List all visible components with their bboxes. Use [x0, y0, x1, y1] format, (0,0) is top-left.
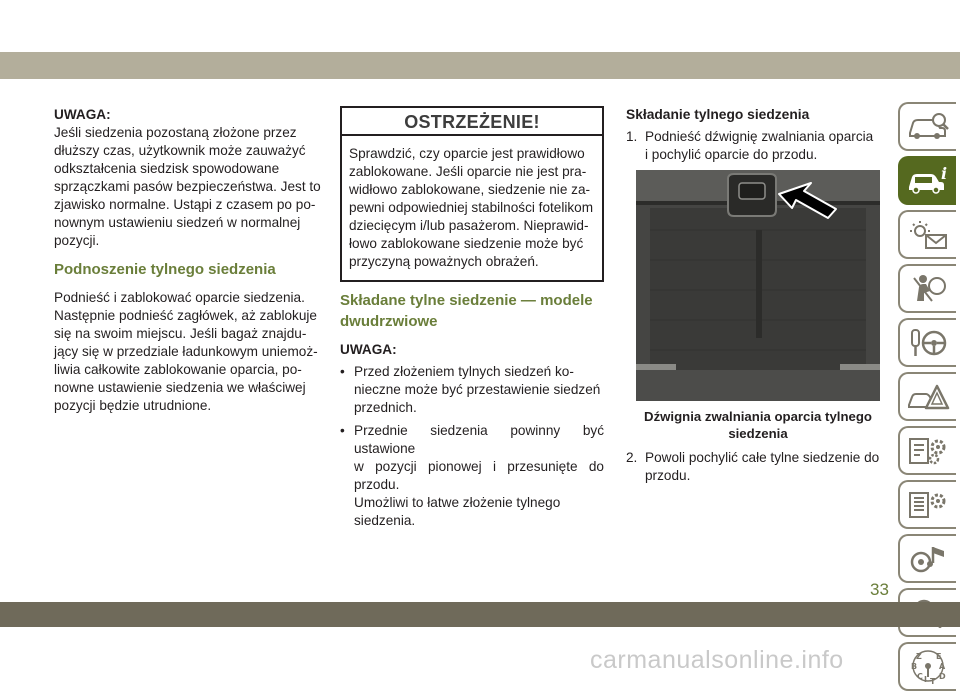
body-line: liwia całkowite zablokowanie oparcia, po-	[54, 362, 302, 377]
index-letter: T	[930, 676, 936, 686]
specifications-gear-icon	[906, 489, 950, 521]
multimedia-icon	[906, 543, 950, 575]
warning-line: łowo zablokowane siedzenie może być	[349, 236, 584, 251]
warning-line: Sprawdzić, czy oparcie jest prawidłowo	[349, 146, 585, 161]
bullet-item	[340, 422, 604, 530]
page-number: 33	[870, 580, 889, 599]
body-line: Podnieść i zablokować oparcie siedzenia.	[54, 290, 305, 305]
watermark: carmanualsonline.info	[590, 646, 844, 674]
index-letter: I	[924, 674, 927, 684]
roadside-emergency-icon	[906, 381, 950, 413]
photo-caption	[636, 408, 880, 442]
bullet-line: w pozycji pionowej i przesunięte do przodu.	[354, 459, 604, 492]
svg-text:i: i	[941, 163, 948, 183]
warning-line: widłowo zablokowane, siedzenie nie za-	[349, 182, 591, 197]
warning-text	[342, 136, 602, 280]
body-line: się na swoim miejscu. Jeśli bagaż znajdu-	[54, 326, 307, 341]
bullet-line: siedzenia.	[354, 513, 416, 528]
note-line: nownym ustawieniu siedzeń w normalnej	[54, 215, 301, 230]
heading-line: dwudrzwiowe	[340, 313, 438, 330]
tab-warning-lights[interactable]	[898, 210, 956, 259]
caption-line: Dźwignia zwalniania oparcia tylnego	[644, 409, 872, 424]
note-line: zjawisko normalne. Ustąpi z czasem po po-	[54, 197, 316, 212]
note-line: odkształcenia siedzisk spowodowane	[54, 161, 280, 176]
tab-starting-operating[interactable]	[898, 318, 956, 367]
warning-line: zablokowane. Jeśli oparcie nie jest pra-	[349, 164, 587, 179]
warning-title: OSTRZEŻENIE!	[342, 108, 602, 136]
warning-line: przyczyną poważnych obrażeń.	[349, 254, 539, 269]
warning-line: pewni odpowiedniej stabilności fotelikom	[349, 200, 594, 215]
index-letter: B	[911, 661, 918, 671]
alphabetical-index-icon	[906, 649, 950, 685]
index-letter: D	[939, 671, 946, 681]
step-item	[626, 449, 890, 485]
tab-specifications[interactable]	[898, 480, 956, 529]
bullet-line: Umożliwi to łatwe złożenie tylnego	[354, 495, 561, 510]
bullet-line: nieczne może być przestawienie siedzeń	[354, 382, 601, 397]
middle-column	[340, 106, 604, 530]
body-line: nowne ustawienie siedzenia we właściwej	[54, 380, 306, 395]
bottom-band	[0, 602, 960, 627]
step-line: i pochylić oparcie do przodu.	[645, 147, 818, 162]
bullet-marker: •	[340, 423, 345, 438]
warning-box	[340, 106, 604, 282]
note-line: sprzączkami pasów bezpieczeństwa. Jest to	[54, 179, 321, 194]
seat-photo-illustration	[636, 170, 880, 401]
step-number: 1.	[626, 129, 638, 144]
tab-multimedia[interactable]	[898, 534, 956, 583]
service-maintenance-icon	[906, 435, 950, 467]
tab-airbag-safety[interactable]	[898, 264, 956, 313]
car-inspection-icon	[906, 111, 950, 143]
car-info-icon	[906, 165, 950, 197]
bullet-text	[354, 363, 604, 417]
section-heading: Podnoszenie tylnego siedzenia	[54, 261, 276, 278]
seat-release-lever-photo	[636, 170, 880, 401]
section-heading: Składanie tylnego siedzenia	[626, 107, 810, 122]
right-column	[626, 106, 890, 485]
tab-service-maintenance[interactable]	[898, 426, 956, 475]
note-text	[54, 124, 322, 250]
airbag-safety-icon	[906, 273, 950, 305]
note-line: pozycji.	[54, 233, 100, 248]
bullet-line: Przed złożeniem tylnych siedzeń ko-	[354, 364, 574, 379]
note-label: UWAGA:	[340, 342, 397, 357]
tab-index[interactable]	[898, 642, 956, 691]
caption-line: siedzenia	[728, 426, 788, 441]
step-line: przodu.	[645, 468, 691, 483]
left-column	[54, 106, 322, 415]
body-line: jący się w przedziale ładunkowym uniemoż-	[54, 344, 318, 359]
index-letter: Z	[916, 651, 922, 661]
step-line: Powoli pochylić całe tylne siedzenie do	[645, 450, 880, 465]
step-number: 2.	[626, 450, 638, 465]
index-letter: E	[936, 651, 942, 661]
bullet-line: Przednie siedzenia powinny być ustawione	[354, 423, 604, 456]
step-text	[645, 449, 890, 485]
note-line: Jeśli siedzenia pozostaną złożone przez	[54, 125, 297, 140]
step-line: Podnieść dźwignię zwalniania oparcia	[645, 129, 874, 144]
heading-line: Składane tylne siedzenie — modele	[340, 292, 593, 309]
tab-car-info[interactable]	[898, 156, 956, 205]
bullet-marker: •	[340, 364, 345, 379]
body-text	[54, 289, 322, 415]
warning-lights-messages-icon	[906, 219, 950, 251]
step-text	[645, 128, 890, 164]
body-line: pozycji będzie utrudnione.	[54, 398, 212, 413]
section-heading	[340, 290, 604, 332]
note-line: dłuższy czas, użytkownik może zauważyć	[54, 143, 306, 158]
tab-emergency[interactable]	[898, 372, 956, 421]
index-letter: C	[917, 671, 923, 681]
index-letter: A	[939, 661, 946, 671]
bullet-item	[340, 363, 604, 417]
warning-line: dziecięcym i/lub pasażerom. Nieprawid-	[349, 218, 589, 233]
bullet-line: przednich.	[354, 400, 417, 415]
body-line: Następnie podnieść zagłówek, aż zablokuje	[54, 308, 317, 323]
top-band	[0, 52, 960, 79]
note-label: UWAGA:	[54, 107, 111, 122]
key-steering-wheel-icon	[906, 327, 950, 359]
tab-car-inspection[interactable]	[898, 102, 956, 151]
bullet-text	[354, 422, 604, 530]
step-item	[626, 128, 890, 164]
